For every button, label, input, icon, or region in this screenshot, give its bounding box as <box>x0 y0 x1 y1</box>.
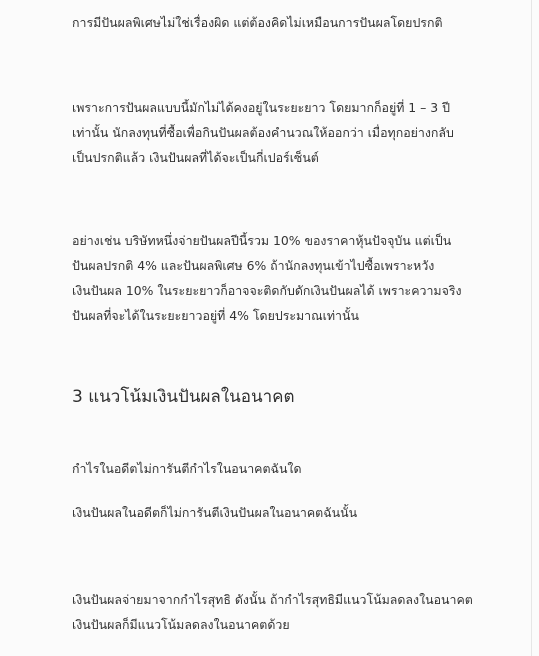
paragraph-line: เท่านั้น นักลงทุนที่ซื้อเพื่อกินปันผลต้องคำนวณให้ออกว่า เมื่อทุกอย่างกลับ <box>72 125 454 140</box>
content-border <box>531 0 532 656</box>
paragraph-line: กำไรในอดีตไม่การันตีกำไรในอนาคตฉันใด <box>72 461 302 476</box>
section-heading: 3 แนวโน้มเงินปันผลในอนาคต <box>72 387 295 407</box>
paragraph-line: เป็นปรกติแล้ว เงินปันผลที่ได้จะเป็นกี่เปอร์เซ็นต์ <box>72 150 319 165</box>
paragraph-short-term-dividend <box>72 95 527 170</box>
paragraph-line: การมีปันผลพิเศษไม่ใช่เรื่องผิด แต่ต้องคิดไม่เหมือนการปันผลโดยปรกติ <box>72 15 443 30</box>
paragraph-line: ปันผลปรกติ 4% และปันผลพิเศษ 6% ถ้านักลงทุนเข้าไปซื้อเพราะหวัง <box>72 258 435 273</box>
paragraph-past-profit <box>72 456 527 481</box>
paragraph-special-dividend <box>72 10 527 35</box>
paragraph-past-dividend <box>72 500 527 525</box>
paragraph-line: เงินปันผลจ่ายมาจากกำไรสุทธิ ดังนั้น ถ้ากำไรสุทธิมีแนวโน้มลดลงในอนาคต <box>72 592 473 607</box>
paragraph-dividend-example <box>72 228 527 328</box>
paragraph-line: เพราะการปันผลแบบนี้มักไม่ได้คงอยู่ในระยะยาว โดยมากก็อยู่ที่ 1 – 3 ปี <box>72 100 450 115</box>
paragraph-dividend-from-profit <box>72 587 527 637</box>
paragraph-line: ปันผลที่จะได้ในระยะยาวอยู่ที่ 4% โดยประมาณเท่านั้น <box>72 308 359 323</box>
paragraph-line: อย่างเช่น บริษัทหนึ่งจ่ายปันผลปีนี้รวม 10% ของราคาหุ้นปัจจุบัน แต่เป็น <box>72 233 452 248</box>
paragraph-line: เงินปันผลก็มีแนวโน้มลดลงในอนาคตด้วย <box>72 617 290 632</box>
paragraph-line: เงินปันผลในอดีตก็ไม่การันตีเงินปันผลในอนาคตฉันนั้น <box>72 505 358 520</box>
paragraph-line: เงินปันผล 10% ในระยะยาวก็อาจจะติดกับดักเงินปันผลได้ เพราะความจริง <box>72 283 462 298</box>
